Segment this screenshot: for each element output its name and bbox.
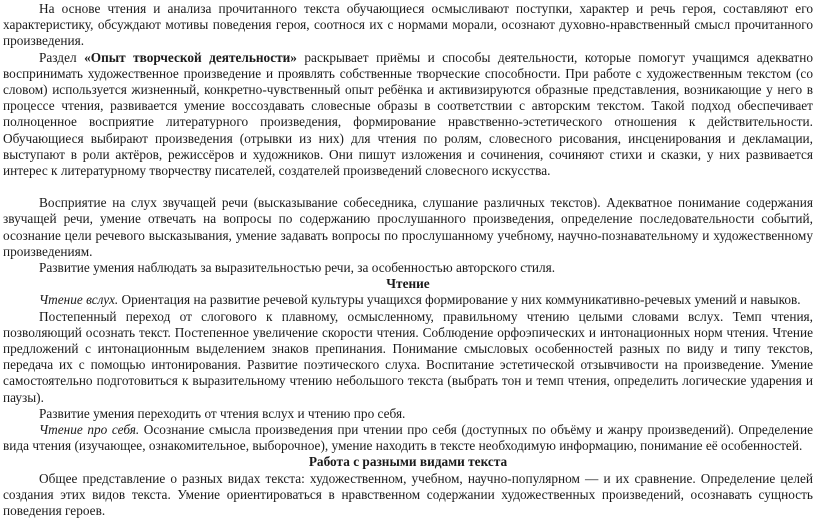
paragraph-reading-aloud — [3, 292, 813, 308]
blank-line — [3, 179, 813, 195]
paragraph-creative-experience — [3, 50, 813, 180]
paragraph-expressiveness: Развитие умения наблюдать за выразительностью речи, за особенностью авторского стиля. — [39, 260, 556, 276]
document-page — [3, 1, 813, 519]
reading-aloud-body: Ориентация на развитие речевой культуры учащихся формирование у них коммуникативно-речевых умений и навыков. — [118, 292, 801, 308]
paragraph-reading-analysis: На основе чтения и анализа прочитанного текста обучающиеся осмысливают поступки, характер и речь героя, составляют его характеристику, обсуждают мотивы поведения героя, соотнося их с нормами морали, осознают духовно-нравственный смысл прочитанного произведения. — [3, 1, 813, 49]
reading-aloud-label: Чтение вслух. — [39, 292, 119, 308]
silent-reading-label: Чтение про себя. — [39, 422, 140, 438]
silent-reading-body: Осознание смысла произведения при чтении про себя (доступных по объёму и жанру произведений). Определение вида чтения (изучающее, ознакомительное, выборочное), умение находить в тексте необходимую информацию, понимание её особенностей. — [3, 422, 813, 454]
heading-reading: Чтение — [386, 276, 430, 292]
paragraph-listening: Восприятие на слух звучащей речи (высказывание собеседника, слушание различных текстов). Адекватное понимание содержания звучащей речи, умение отвечать на вопросы по содержанию прослушанного произведения, определение последовательности событий, осознание цели речевого высказывания, умение задавать вопросы по прослушанному учебному, научно-познавательному и художественному произведениям. — [3, 195, 813, 259]
section-title-bold: «Опыт творческой деятельности» — [84, 49, 297, 65]
heading-text-types: Работа с разными видами текста — [308, 454, 508, 470]
paragraph-gradual-transition: Постепенный переход от слогового к плавному, осмысленному, правильному чтению целыми словами вслух. Темп чтения, позволяющий осознать текст. Постепенное увеличение скорости чтения. Соблюдение орфоэпических и интонационных норм чтения. Чтение предложений с интонационным выделением знаков препинания. Понимание смысловых особенностей разных по виду и типу текстов, передача их с помощью интонирования. Развитие поэтического слуха. Воспитание эстетической отзывчивости на произведение. Умение самостоятельно подготовиться к выразительному чтению небольшого текста (выбрать тон и темп чтения, определить логические ударения и паузы). — [3, 308, 813, 405]
paragraph-text-types: Общее представление о разных видах текста: художественном, учебном, научно-популярном — и их сравнение. Определение целей создания этих видов текста. Умение ориентироваться в нравственном содержании художественных произведений, осознавать сущность поведения героев. — [3, 470, 813, 519]
section-intro: Раздел — [39, 49, 85, 65]
paragraph-silent-reading — [3, 422, 813, 454]
paragraph-silent-transition: Развитие умения переходить от чтения вслух и чтению про себя. — [39, 405, 406, 421]
section-body: раскрывает приёмы и способы деятельности, которые помогут учащимся адекватно воспринимать художественное произведение и проявлять собственные творческие способности. При работе с художественным текстом (со словом) используется жизненный, конкретно-чувственный опыт ребёнка и активизируются образные представления, возникающие у него в процессе чтения, развивается умение воссоздавать словесные образы в соответствии с авторским текстом. Такой подход обеспечивает полноценное восприятие литературного произведения, формирование нравственно-эстетического отношения к действительности. Обучающиеся выбирают произведения (отрывки из них) для чтения по ролям, словесного рисования, инсценирования и декламации, выступают в роли актёров, режиссёров и художников. Они пишут изложения и сочинения, сочиняют стихи и сказки, у них развивается интерес к литературному творчеству писателей, создателей произведений словесного искусства. — [3, 49, 814, 179]
